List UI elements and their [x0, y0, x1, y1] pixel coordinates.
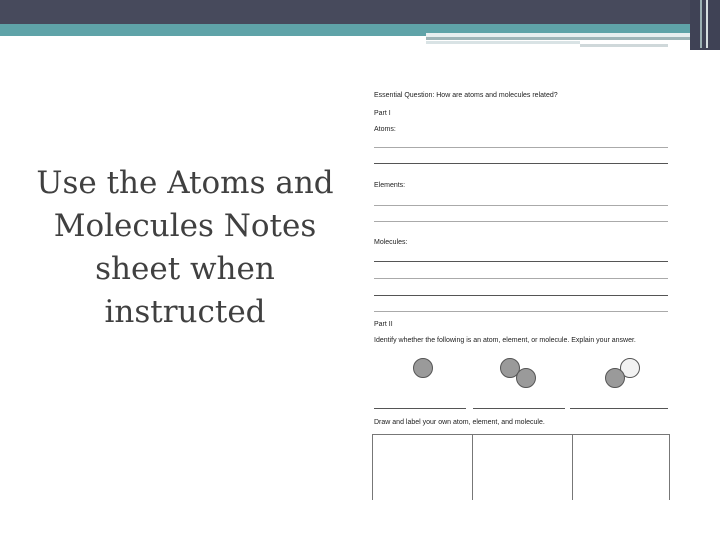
answer-line	[374, 221, 668, 222]
slide-text-line: instructed	[104, 294, 266, 330]
answer-line	[374, 205, 668, 206]
elements-label: Elements:	[374, 182, 406, 189]
molecules-label: Molecules:	[374, 239, 408, 246]
decor-stripe	[426, 37, 720, 40]
slide-text-line: sheet when	[95, 251, 275, 287]
drawing-box-element	[472, 434, 573, 500]
top-bar	[0, 0, 720, 24]
worksheet-image	[370, 86, 676, 500]
drawing-box-atom	[372, 434, 473, 500]
answer-line	[374, 147, 668, 148]
answer-line	[374, 295, 668, 296]
molecule-circle-dark	[605, 368, 625, 388]
answer-line	[374, 261, 668, 262]
element-circle	[516, 368, 536, 388]
corner-decoration	[700, 0, 702, 48]
answer-line	[570, 408, 668, 409]
draw-instruction: Draw and label your own atom, element, and molecule.	[374, 419, 545, 426]
answer-line	[473, 408, 565, 409]
atom-circle	[413, 358, 433, 378]
decor-stripe	[580, 44, 668, 47]
answer-line	[374, 311, 668, 312]
part-2-heading: Part II	[374, 321, 393, 328]
part-1-heading: Part I	[374, 110, 391, 117]
identify-instruction: Identify whether the following is an atom, element, or molecule. Explain your answer.	[374, 337, 636, 344]
essential-question: Essential Question: How are atoms and molecules related?	[374, 92, 558, 99]
slide-text-line: Use the Atoms and	[36, 165, 334, 201]
atoms-label: Atoms:	[374, 126, 396, 133]
answer-line	[374, 408, 466, 409]
answer-line	[374, 278, 668, 279]
corner-decoration	[706, 0, 708, 48]
slide-text-line: Molecules Notes	[53, 208, 317, 244]
decor-stripe	[426, 41, 580, 44]
slide-body-text	[20, 162, 350, 334]
answer-line	[374, 163, 668, 164]
corner-decoration	[690, 0, 720, 50]
drawing-box-molecule	[572, 434, 670, 500]
